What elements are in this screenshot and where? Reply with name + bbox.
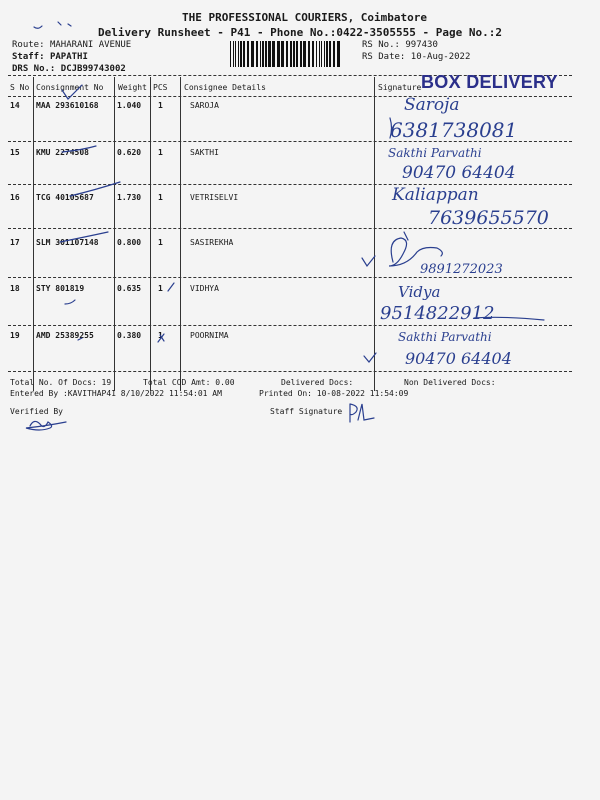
handwritten-phone: 7639655570 xyxy=(428,207,549,229)
row-weight: 0.635 xyxy=(117,284,142,293)
row-pcs: 1 xyxy=(158,284,163,293)
handwritten-signature-mark xyxy=(389,238,442,266)
handwritten-signature: Sakthi Parvathi xyxy=(398,330,492,344)
row-pcs: 1 xyxy=(158,148,163,157)
row-consignment: SLM 301107148 xyxy=(36,238,99,247)
printed-on: Printed On: 10-08-2022 11:54:09 xyxy=(259,389,409,398)
row-pcs: 1 xyxy=(158,331,163,340)
row-consignment: STY 801819 xyxy=(36,284,85,293)
handwritten-phone: 90470 64404 xyxy=(402,163,516,183)
rs-no-label: RS No.: xyxy=(362,40,400,50)
ink-mark xyxy=(78,338,82,340)
col-header-consignment: Consignment No xyxy=(36,83,104,92)
company-title: THE PROFESSIONAL COURIERS, Coimbatore xyxy=(182,11,428,24)
rs-date-label: RS Date: xyxy=(362,52,406,62)
row-pcs: 1 xyxy=(158,193,163,202)
rs-date-value: 10-Aug-2022 xyxy=(410,52,471,62)
ink-scribble xyxy=(34,22,71,28)
strike-mark xyxy=(60,232,108,242)
strike-mark xyxy=(70,182,120,196)
drs-label: DRS No.: xyxy=(12,64,56,74)
route-value: MAHARANI AVENUE xyxy=(49,40,132,50)
check-mark-icon xyxy=(362,256,375,266)
handwritten-signature: Saroja xyxy=(404,95,460,115)
handwritten-signature: Kaliappan xyxy=(392,185,479,205)
row-sno: 19 xyxy=(10,331,20,340)
row-weight: 1.040 xyxy=(117,101,142,110)
handwritten-phone: 6381738081 xyxy=(390,118,518,142)
strike-mark xyxy=(62,146,96,152)
row-consignee: VIDHYA xyxy=(190,284,219,293)
col-header-sno: S No xyxy=(10,83,30,92)
row-pcs: 1 xyxy=(158,238,163,247)
check-mark-icon xyxy=(364,353,376,362)
row-consignee: POORNIMA xyxy=(190,331,229,340)
staff-label: Staff: xyxy=(12,52,45,62)
row-sno: 16 xyxy=(10,193,20,202)
check-mark-icon xyxy=(62,85,82,99)
rs-no-value: 997430 xyxy=(405,40,438,50)
row-consignment: MAA 293610168 xyxy=(36,101,99,110)
row-sno: 14 xyxy=(10,101,20,110)
row-weight: 0.800 xyxy=(117,238,142,247)
staff-value: PAPATHI xyxy=(49,52,88,62)
delivered-docs: Delivered Docs: xyxy=(281,378,354,387)
route-label: Route: xyxy=(12,40,45,50)
ink-mark xyxy=(65,300,75,304)
runsheet-subtitle: Delivery Runsheet - P41 - Phone No.:0422-3505555 - Page No.:2 xyxy=(98,26,502,39)
row-sno: 17 xyxy=(10,238,20,247)
row-consignment: AMD 25389255 xyxy=(36,331,94,340)
row-consignee: SAROJA xyxy=(190,101,219,110)
row-consignee: VETRISELVI xyxy=(190,193,239,202)
row-weight: 0.620 xyxy=(117,148,142,157)
row-consignment: TCG 40105687 xyxy=(36,193,94,202)
row-consignee: SASIREKHA xyxy=(190,238,234,247)
staff-signature-label: Staff Signature xyxy=(270,407,343,416)
handwritten-phone: 90470 64404 xyxy=(405,349,512,368)
verified-by-label: Verified By xyxy=(10,407,63,416)
non-delivered-docs: Non Delivered Docs: xyxy=(404,378,496,387)
staff-signature-mark xyxy=(350,404,374,422)
ink-mark xyxy=(158,334,164,342)
ink-underline xyxy=(474,317,544,320)
col-header-signature: Signature xyxy=(378,83,422,92)
total-docs: Total No. Of Docs: 19 xyxy=(10,378,112,387)
row-weight: 1.730 xyxy=(117,193,142,202)
col-header-consignee: Consignee Details xyxy=(184,83,266,92)
handwritten-phone: 9514822912 xyxy=(380,303,495,324)
verifier-signature-mark xyxy=(26,421,66,430)
row-weight: 0.380 xyxy=(117,331,142,340)
handwritten-signature: Vidya xyxy=(398,283,441,301)
row-consignment: KMU 2274508 xyxy=(36,148,89,157)
ink-mark xyxy=(168,283,174,291)
row-sno: 15 xyxy=(10,148,20,157)
row-sno: 18 xyxy=(10,284,20,293)
entered-by: Entered By :KAVITHAP41 8/10/2022 11:54:01 AM xyxy=(10,389,222,398)
ink-mark xyxy=(390,118,392,138)
drs-value: DCJB99743002 xyxy=(60,64,126,74)
total-cod: Total COD Amt: 0.00 xyxy=(143,378,235,387)
row-pcs: 1 xyxy=(158,101,163,110)
handwritten-signature: Sakthi Parvathi xyxy=(388,146,482,160)
col-header-pcs: PCS xyxy=(153,83,168,92)
box-delivery-stamp: BOX DELIVERY xyxy=(421,72,558,92)
row-consignee: SAKTHI xyxy=(190,148,219,157)
col-header-weight: Weight xyxy=(118,83,147,92)
handwritten-phone: 9891272023 xyxy=(420,262,503,277)
